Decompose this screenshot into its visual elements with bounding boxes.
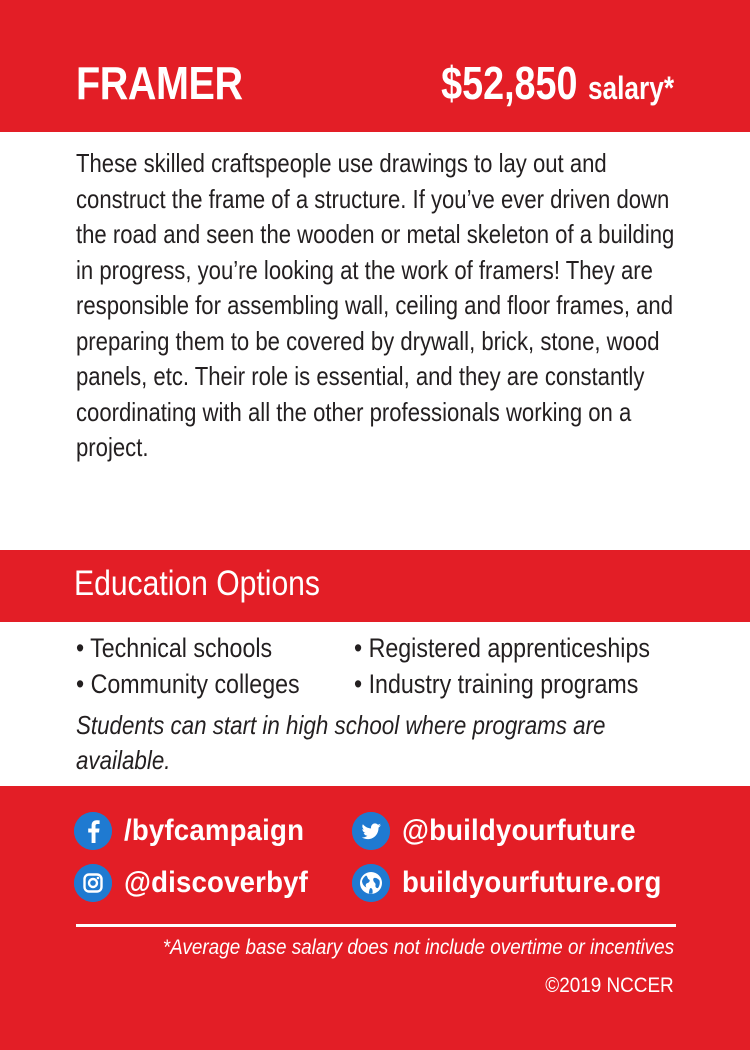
copyright: ©2019 NCCER (545, 974, 674, 997)
instagram-link[interactable] (74, 864, 324, 902)
facebook-icon (74, 812, 112, 850)
salary-unit: salary* (587, 70, 674, 106)
website-link[interactable] (352, 864, 684, 902)
job-title: FRAMER (76, 57, 243, 109)
education-band (0, 550, 750, 622)
job-description: These skilled craftspeople use drawings to lay out and construct the frame of a structure. If you’ve ever driven down the road and seen the wooden or metal skeleton of a building in progress, you’re looking at the work of framers! They are responsible for assembling wall, ceiling and floor frames, and preparing them to be covered by drywall, brick, stone, wood panels, etc. Their role is essential, and they are constantly coordinating with all the other professionals working on a project. (76, 148, 675, 462)
education-item: • Registered apprenticeships (354, 633, 650, 663)
instagram-handle: @discoverbyf (124, 866, 309, 899)
globe-icon (352, 864, 390, 902)
footer-band (0, 786, 750, 1050)
salary (441, 56, 674, 110)
education-column-right (354, 630, 698, 702)
education-column-left (76, 630, 336, 702)
twitter-handle: @buildyourfuture (402, 814, 636, 847)
education-item: • Community colleges (76, 669, 300, 699)
education-title: Education Options (74, 564, 320, 603)
footer-divider (76, 924, 676, 927)
education-item: • Industry training programs (354, 669, 639, 699)
twitter-icon (352, 812, 390, 850)
instagram-icon (74, 864, 112, 902)
salary-amount: $52,850 (441, 57, 578, 109)
website-url: buildyourfuture.org (402, 866, 662, 899)
salary-disclaimer: *Average base salary does not include overtime or incentives (162, 936, 674, 959)
twitter-link[interactable] (352, 812, 656, 850)
education-item: • Technical schools (76, 633, 273, 663)
facebook-link[interactable] (74, 812, 320, 850)
header-band (0, 0, 750, 132)
facebook-handle: /byfcampaign (124, 814, 305, 847)
education-note: Students can start in high school where programs are available. (76, 710, 606, 775)
